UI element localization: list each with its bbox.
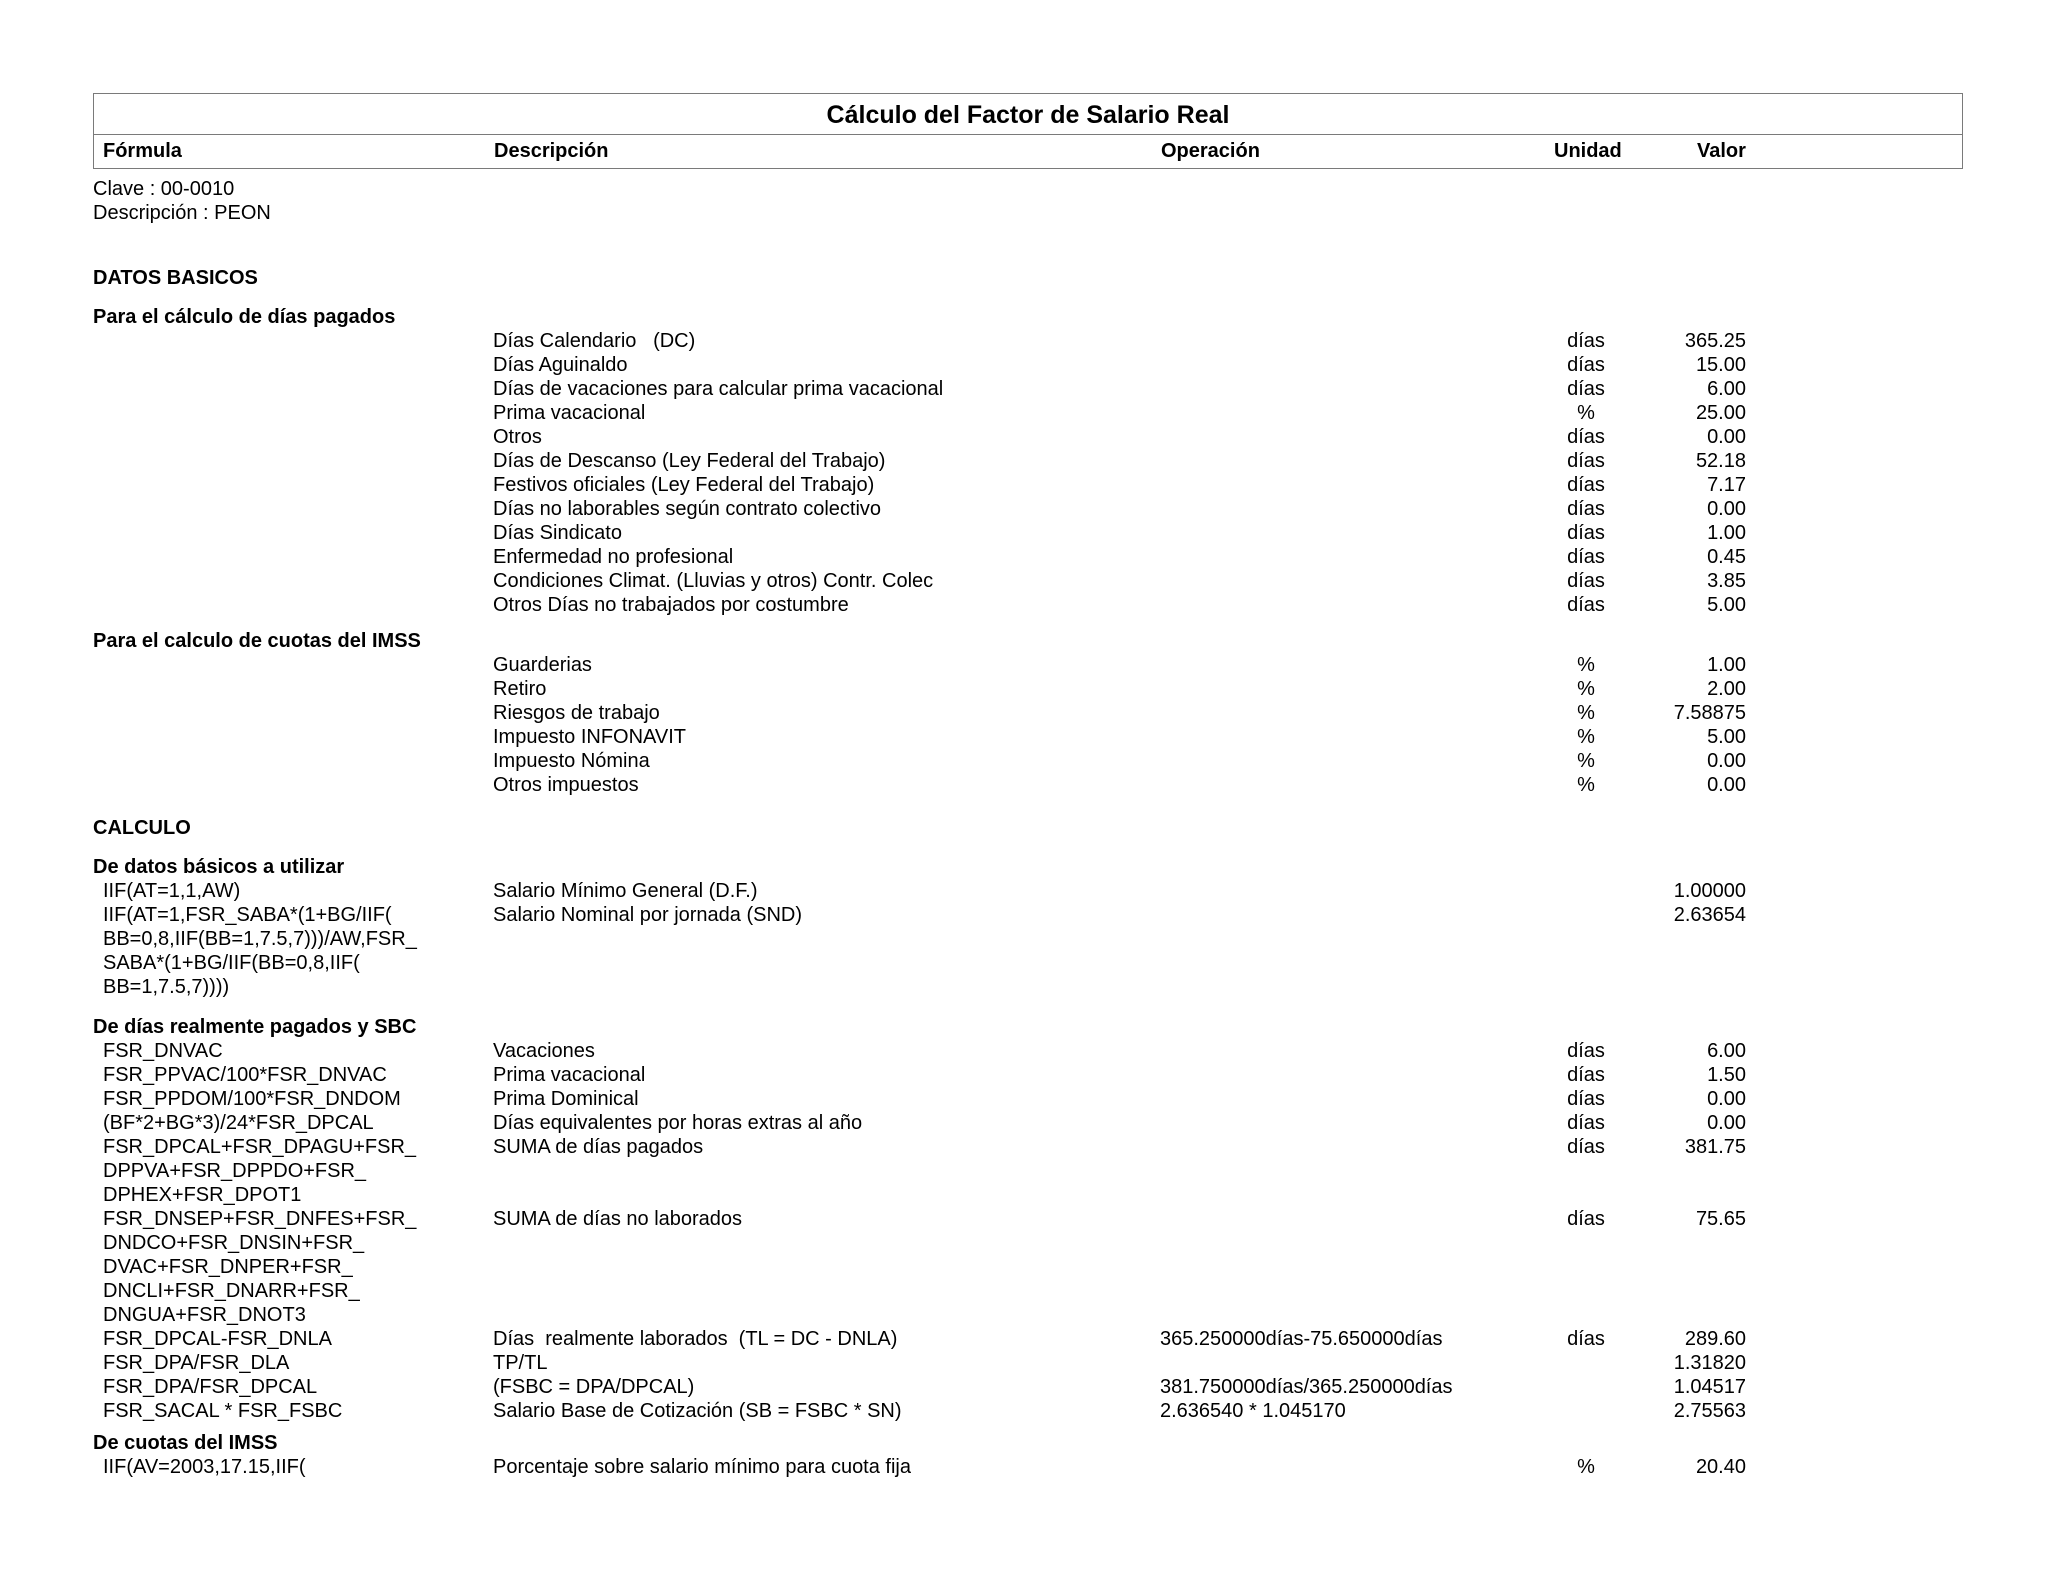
unit-cell: días (1567, 474, 1605, 496)
value-cell: 0.45 (1707, 546, 1746, 568)
formula-cell: FSR_SACAL * FSR_FSBC (103, 1400, 343, 1422)
formula-cell: IIF(AT=1,FSR_SABA*(1+BG/IIF( (103, 904, 392, 926)
value-cell: 15.00 (1695, 354, 1746, 376)
description-cell: Días de vacaciones para calcular prima vacacional (493, 378, 944, 400)
value-cell: 1.31820 (1673, 1352, 1746, 1374)
formula-cell: FSR_DPCAL-FSR_DNLA (103, 1328, 332, 1350)
formula-cell: DNCLI+FSR_DNARR+FSR_ (103, 1280, 360, 1302)
description-cell: Días realmente laborados (TL = DC - DNLA) (493, 1328, 898, 1350)
description-cell: Días equivalentes por horas extras al año (493, 1112, 863, 1134)
unit-cell: % (1577, 726, 1595, 748)
unit-cell: días (1567, 1136, 1605, 1158)
description-cell: Días no laborables según contrato colectivo (493, 498, 882, 520)
value-cell: 381.75 (1684, 1136, 1746, 1158)
unit-cell: días (1567, 1328, 1605, 1350)
description-cell: TP/TL (493, 1352, 548, 1374)
clave-line: Clave : 00-0010 (93, 178, 235, 200)
description-cell: Otros impuestos (493, 774, 639, 796)
formula-cell: FSR_PPVAC/100*FSR_DNVAC (103, 1064, 387, 1086)
description-cell: Prima Dominical (493, 1088, 639, 1110)
section-heading: CALCULO (93, 817, 191, 839)
formula-cell: SABA*(1+BG/IIF(BB=0,8,IIF( (103, 952, 360, 974)
unit-cell: días (1567, 498, 1605, 520)
description-cell: Salario Mínimo General (D.F.) (493, 880, 758, 902)
value-cell: 5.00 (1707, 726, 1746, 748)
description-cell: Guarderias (493, 654, 592, 676)
formula-cell: DNGUA+FSR_DNOT3 (103, 1304, 306, 1326)
value-cell: 1.50 (1707, 1064, 1746, 1086)
value-cell: 1.00 (1707, 522, 1746, 544)
col-header-operacion: Operación (1161, 140, 1260, 162)
value-cell: 20.40 (1695, 1456, 1746, 1478)
value-cell: 1.00000 (1673, 880, 1746, 902)
unit-cell: días (1567, 330, 1605, 352)
formula-cell: DPPVA+FSR_DPPDO+FSR_ (103, 1160, 367, 1182)
value-cell: 0.00 (1707, 750, 1746, 772)
unit-cell: días (1567, 1064, 1605, 1086)
formula-cell: FSR_DNVAC (103, 1040, 223, 1062)
operation-cell: 365.250000días-75.650000días (1160, 1328, 1443, 1350)
description-cell: Días Calendario (DC) (493, 330, 696, 352)
unit-cell: días (1567, 546, 1605, 568)
unit-cell: días (1567, 522, 1605, 544)
section-heading: DATOS BASICOS (93, 267, 258, 289)
value-cell: 0.00 (1707, 426, 1746, 448)
description-cell: Riesgos de trabajo (493, 702, 660, 724)
value-cell: 75.65 (1695, 1208, 1746, 1230)
description-cell: (FSBC = DPA/DPCAL) (493, 1376, 695, 1398)
section-heading: De cuotas del IMSS (93, 1432, 278, 1454)
section-heading: De días realmente pagados y SBC (93, 1016, 417, 1038)
formula-cell: FSR_DNSEP+FSR_DNFES+FSR_ (103, 1208, 417, 1230)
formula-cell: IIF(AT=1,1,AW) (103, 880, 241, 902)
formula-cell: FSR_DPA/FSR_DLA (103, 1352, 290, 1374)
description-cell: Salario Base de Cotización (SB = FSBC * SN) (493, 1400, 902, 1422)
unit-cell: días (1567, 1208, 1605, 1230)
formula-cell: (BF*2+BG*3)/24*FSR_DPCAL (103, 1112, 374, 1134)
unit-cell: días (1567, 354, 1605, 376)
col-header-descripcion: Descripción (494, 140, 609, 162)
formula-cell: IIF(AV=2003,17.15,IIF( (103, 1456, 306, 1478)
unit-cell: % (1577, 654, 1595, 676)
description-cell: Salario Nominal por jornada (SND) (493, 904, 803, 926)
section-heading: Para el cálculo de días pagados (93, 306, 396, 328)
unit-cell: % (1577, 774, 1595, 796)
unit-cell: % (1577, 702, 1595, 724)
value-cell: 365.25 (1684, 330, 1746, 352)
col-header-valor: Valor (1697, 140, 1746, 162)
value-cell: 0.00 (1707, 1112, 1746, 1134)
description-cell: Porcentaje sobre salario mínimo para cuota fija (493, 1456, 911, 1478)
value-cell: 7.17 (1707, 474, 1746, 496)
value-cell: 25.00 (1695, 402, 1746, 424)
unit-cell: días (1567, 378, 1605, 400)
value-cell: 0.00 (1707, 774, 1746, 796)
header-divider (94, 134, 1962, 135)
value-cell: 2.63654 (1673, 904, 1746, 926)
unit-cell: días (1567, 570, 1605, 592)
col-header-formula: Fórmula (103, 140, 182, 162)
value-cell: 6.00 (1707, 1040, 1746, 1062)
section-heading: De datos básicos a utilizar (93, 856, 345, 878)
description-cell: Días Aguinaldo (493, 354, 628, 376)
formula-cell: FSR_DPA/FSR_DPCAL (103, 1376, 318, 1398)
formula-cell: DNDCO+FSR_DNSIN+FSR_ (103, 1232, 365, 1254)
unit-cell: % (1577, 402, 1595, 424)
description-cell: Prima vacacional (493, 1064, 646, 1086)
report-title: Cálculo del Factor de Salario Real (826, 101, 1230, 129)
description-cell: Días Sindicato (493, 522, 622, 544)
unit-cell: % (1577, 678, 1595, 700)
value-cell: 1.00 (1707, 654, 1746, 676)
col-header-unidad: Unidad (1554, 140, 1622, 162)
unit-cell: días (1567, 1112, 1605, 1134)
description-cell: SUMA de días no laborados (493, 1208, 743, 1230)
description-cell: SUMA de días pagados (493, 1136, 704, 1158)
value-cell: 5.00 (1707, 594, 1746, 616)
description-cell: Retiro (493, 678, 547, 700)
description-cell: Condiciones Climat. (Lluvias y otros) Contr. Colec (493, 570, 934, 592)
description-cell: Otros (493, 426, 542, 448)
operation-cell: 381.750000días/365.250000días (1160, 1376, 1453, 1398)
descripcion-line: Descripción : PEON (93, 202, 271, 224)
value-cell: 6.00 (1707, 378, 1746, 400)
report-header (93, 93, 1963, 169)
formula-cell: DPHEX+FSR_DPOT1 (103, 1184, 302, 1206)
value-cell: 2.00 (1707, 678, 1746, 700)
unit-cell: días (1567, 426, 1605, 448)
unit-cell: % (1577, 750, 1595, 772)
formula-cell: BB=0,8,IIF(BB=1,7.5,7)))/AW,FSR_ (103, 928, 417, 950)
section-heading: Para el calculo de cuotas del IMSS (93, 630, 421, 652)
value-cell: 7.58875 (1673, 702, 1746, 724)
value-cell: 289.60 (1684, 1328, 1746, 1350)
formula-cell: FSR_DPCAL+FSR_DPAGU+FSR_ (103, 1136, 417, 1158)
description-cell: Otros Días no trabajados por costumbre (493, 594, 849, 616)
formula-cell: FSR_PPDOM/100*FSR_DNDOM (103, 1088, 401, 1110)
description-cell: Prima vacacional (493, 402, 646, 424)
description-cell: Enfermedad no profesional (493, 546, 734, 568)
formula-cell: BB=1,7.5,7)))) (103, 976, 230, 998)
unit-cell: días (1567, 1088, 1605, 1110)
value-cell: 0.00 (1707, 1088, 1746, 1110)
description-cell: Días de Descanso (Ley Federal del Trabajo) (493, 450, 886, 472)
unit-cell: % (1577, 1456, 1595, 1478)
description-cell: Vacaciones (493, 1040, 595, 1062)
unit-cell: días (1567, 1040, 1605, 1062)
value-cell: 0.00 (1707, 498, 1746, 520)
description-cell: Impuesto Nómina (493, 750, 650, 772)
operation-cell: 2.636540 * 1.045170 (1160, 1400, 1346, 1422)
unit-cell: días (1567, 594, 1605, 616)
description-cell: Festivos oficiales (Ley Federal del Trabajo) (493, 474, 875, 496)
formula-cell: DVAC+FSR_DNPER+FSR_ (103, 1256, 353, 1278)
value-cell: 52.18 (1695, 450, 1746, 472)
unit-cell: días (1567, 450, 1605, 472)
value-cell: 2.75563 (1673, 1400, 1746, 1422)
value-cell: 3.85 (1707, 570, 1746, 592)
description-cell: Impuesto INFONAVIT (493, 726, 687, 748)
value-cell: 1.04517 (1673, 1376, 1746, 1398)
